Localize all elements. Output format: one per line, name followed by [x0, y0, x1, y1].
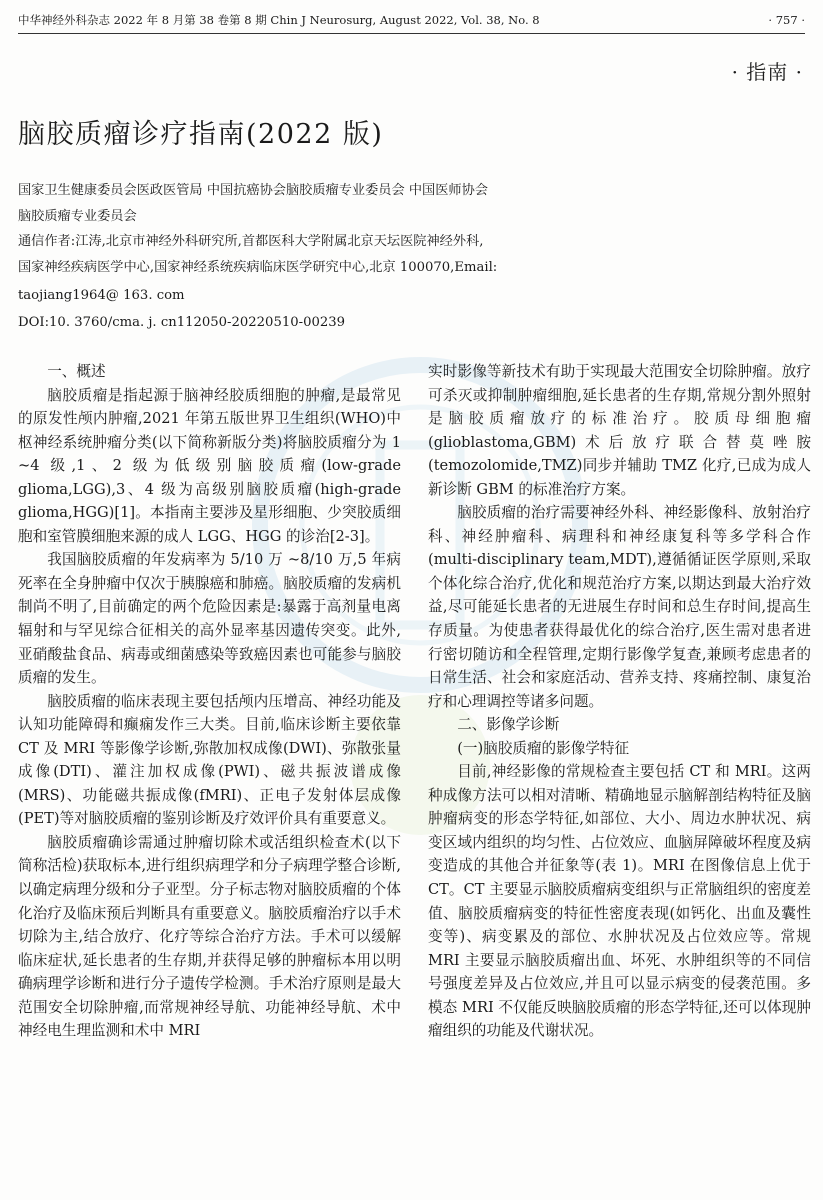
doi: DOI:10. 3760/cma. j. cn112050-20220510-00239 [18, 315, 346, 330]
running-head [18, 9, 805, 34]
paragraph-continued: 实时影像等新技术有助于实现最大范围安全切除肿瘤。放疗可杀灭或抑制肿瘤细胞,延长患者的生存期,常规分割外照射是脑胶质瘤放疗的标准治疗。胶质母细胞瘤(glioblastoma,GBM)术后放疗联合替莫唑胺(temozolomide,TMZ)同步并辅助 TMZ 化疗,已成为成人新诊断 GBM 的标准治疗方案。 [428, 363, 811, 498]
right-column [428, 360, 811, 1043]
journal-info: 中华神经外科杂志 2022 年 8 月第 38 卷第 8 期 Chin J Neurosurg, August 2022, Vol. 38, No. 8 [18, 13, 540, 27]
article-title: 脑胶质瘤诊疗指南(2022 版) [18, 119, 384, 150]
section-heading-imaging: 二、影像学诊断 [457, 716, 560, 734]
page-number: · 757 · [768, 13, 805, 27]
paragraph: 目前,神经影像的常规检查主要包括 CT 和 MRI。这两种成像方法可以相对清晰、精确地显示脑解剖结构特征及脑肿瘤病变的形态学特征,如部位、大小、周边水肿状况、病变区域内组织的均匀性、占位效应、血脑屏障破坏程度及病变造成的其他合并征象等(表 1)。MRI 在图像信息上优于 CT。CT 主要显示脑胶质瘤病变组织与正常脑组织的密度差值、脑胶质瘤病变的特征性密度表现(如钙化、出血及囊性变等)、病变累及的部位、水肿状况及占位效应等。常规 MRI 主要显示脑胶质瘤出血、坏死、水肿组织等的不同信号强度差异及占位效应,并且可以显示病变的侵袭范围。多模态 MRI 不仅能反映脑胶质瘤的形态学特征,还可以体现肿瘤组织的功能及代谢状况。 [428, 763, 811, 1040]
paragraph: 我国脑胶质瘤的年发病率为 5/10 万 ~8/10 万,5 年病死率在全身肿瘤中仅次于胰腺癌和肺癌。脑胶质瘤的发病机制尚不明了,目前确定的两个危险因素是:暴露于高剂量电离辐射和与罕见综合征相关的高外显率基因遗传突变。此外,亚硝酸盐食品、病毒或细菌感染等致癌因素也可能参与脑胶质瘤的发生。 [18, 551, 401, 687]
author-affiliation: 国家卫生健康委员会医政医管局 中国抗癌协会脑胶质瘤专业委员会 中国医师协会 脑胶质瘤专业委员会 通信作者:江涛,北京市神经外科研究所,首都医科大学附属北京天坛医院神经外科, 国家神经疾病医学中心,国家神经系统疾病临床医学研究中心,北京 100070,Email: [18, 183, 498, 275]
paragraph: 脑胶质瘤是指起源于脑神经胶质细胞的肿瘤,是最常见的原发性颅内肿瘤,2021 年第五版世界卫生组织(WHO)中枢神经系统肿瘤分类(以下简称新版分类)将脑胶质瘤分为 1 ~4 级,1、2 级为低级别脑胶质瘤(low-grade glioma,LGG),3、4 级为高级别脑胶质瘤(high-grade glioma,HGG)[1]。本指南主要涉及星形细胞、少突胶质细胞和室管膜细胞来源的成人 LGG、HGG 的诊治[2-3]。 [18, 386, 401, 545]
left-column [18, 360, 401, 1043]
paragraph: 脑胶质瘤的临床表现主要包括颅内压增高、神经功能及认知功能障碍和癫痫发作三大类。目前,临床诊断主要依靠 CT 及 MRI 等影像学诊断,弥散加权成像(DWI)、弥散张量成像(DTI)、灌注加权成像(PWI)、磁共振波谱成像(MRS)、功能磁共振成像(fMRI)、正电子发射体层成像(PET)等对脑胶质瘤的鉴别诊断及疗效评价具有重要意义。 [18, 692, 401, 828]
section-tag: · 指南 · [731, 60, 803, 84]
section-heading-overview: 一、概述 [47, 363, 106, 380]
paragraph: 脑胶质瘤确诊需通过肿瘤切除术或活组织检查术(以下简称活检)获取标本,进行组织病理学和分子病理学整合诊断,以确定病理分级和分子亚型。分子标志物对脑胶质瘤的个体化治疗及临床预后判断具有重要意义。脑胶质瘤治疗以手术切除为主,结合放疗、化疗等综合治疗方法。手术可以缓解临床症状,延长患者的生存期,并获得足够的肿瘤标本用以明确病理学诊断和进行分子遗传学检测。手术治疗原则是最大范围安全切除肿瘤,而常规神经导航、功能神经导航、术中神经电生理监测和术中 MRI [18, 833, 401, 1040]
corresponding-email: taojiang1964@ 163. com [18, 288, 185, 303]
subsection-heading: (一)脑胶质瘤的影像学特征 [457, 739, 630, 757]
paragraph: 脑胶质瘤的治疗需要神经外科、神经影像科、放射治疗科、神经肿瘤科、病理科和神经康复科等多学科合作(multi-disciplinary team,MDT),遵循循证医学原则,采取个体化综合治疗,优化和规范治疗方案,以期达到最大治疗效益,尽可能延长患者的无进展生存时间和总生存时间,提高生存质量。为使患者获得最优化的综合治疗,医生需对患者进行密切随访和全程管理,定期行影像学复查,兼顾考虑患者的日常生活、社会和家庭活动、营养支持、疼痛控制、康复治疗和心理调控等诸多问题。 [428, 504, 811, 710]
